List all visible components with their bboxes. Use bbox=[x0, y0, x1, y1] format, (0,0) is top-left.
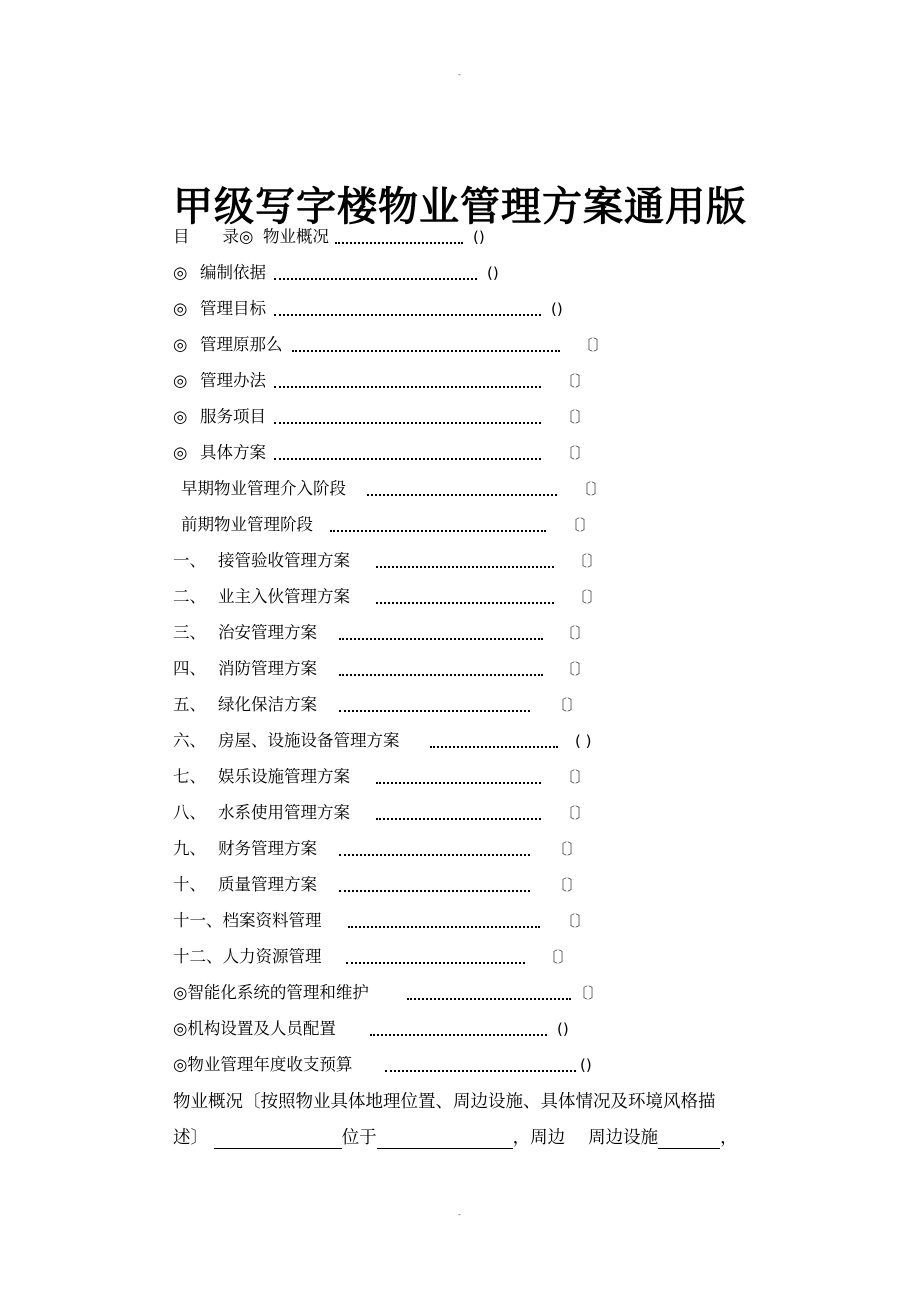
dot-leader bbox=[370, 1034, 547, 1036]
dot-leader bbox=[274, 278, 477, 280]
toc-entry-label: ◎智能化系统的管理和维护 bbox=[173, 983, 369, 1002]
toc-entry-label: 质量管理方案 bbox=[218, 875, 317, 894]
toc-entry-number: ◎ bbox=[173, 371, 188, 390]
toc-entry[interactable] bbox=[0, 874, 920, 896]
toc-entry-number: ◎ bbox=[173, 335, 188, 354]
dot-leader bbox=[348, 926, 540, 928]
toc-entry[interactable] bbox=[0, 298, 920, 320]
toc-entry-page: () bbox=[551, 300, 563, 318]
overview-text: 述〕 bbox=[173, 1128, 208, 1148]
toc-entry[interactable] bbox=[0, 514, 920, 536]
toc-entry-number: 五、 bbox=[173, 695, 206, 714]
toc-entry-number: 三、 bbox=[173, 623, 206, 642]
toc-entry[interactable] bbox=[0, 334, 920, 356]
toc-entry[interactable] bbox=[0, 730, 920, 752]
toc-entry[interactable] bbox=[0, 586, 920, 608]
dot-leader bbox=[376, 566, 554, 568]
toc-entry-label: 早期物业管理介入阶段 bbox=[181, 479, 346, 498]
toc-entry-number: 七、 bbox=[173, 767, 206, 786]
toc-entry-label: ◎物业管理年度收支预算 bbox=[173, 1055, 353, 1074]
dot-leader bbox=[339, 638, 543, 640]
toc-entry-page: 〔〕 bbox=[560, 660, 591, 678]
toc-entry-page: 〔〕 bbox=[560, 372, 591, 390]
toc-entry-page: 〔〕 bbox=[576, 480, 607, 498]
toc-entry-number: 九、 bbox=[173, 839, 206, 858]
toc-entry-label: 管理原那么 bbox=[200, 335, 283, 354]
toc-entry-label: 十二、人力资源管理 bbox=[173, 947, 322, 966]
toc-entry[interactable] bbox=[0, 838, 920, 860]
toc-entry-page: 〔〕 bbox=[578, 336, 609, 354]
dot-leader bbox=[274, 458, 541, 460]
toc-entry-label: 业主入伙管理方案 bbox=[218, 587, 350, 606]
toc-entry-number: 十、 bbox=[173, 875, 206, 894]
toc-entry-page: 〔〕 bbox=[552, 876, 583, 894]
blank-field-name[interactable] bbox=[214, 1130, 342, 1149]
dot-leader bbox=[339, 710, 530, 712]
toc-entry-page: 〔〕 bbox=[560, 912, 591, 930]
toc-entry-number: 目 录◎ bbox=[173, 227, 254, 246]
toc-entry-page: 〔〕 bbox=[552, 840, 583, 858]
toc-entry-label: 水系使用管理方案 bbox=[218, 803, 350, 822]
toc-entry-label: 管理办法 bbox=[200, 371, 266, 390]
dot-leader bbox=[407, 998, 571, 1000]
toc-entry[interactable] bbox=[0, 658, 920, 680]
toc-entry[interactable] bbox=[0, 550, 920, 572]
dot-leader bbox=[367, 494, 557, 496]
document-title: 甲级写字楼物业管理方案通用版 bbox=[173, 182, 747, 230]
overview-text: ，周边 周边设施 bbox=[512, 1128, 659, 1148]
toc-entry[interactable] bbox=[0, 1054, 920, 1076]
toc-entry-label: 管理目标 bbox=[200, 299, 266, 318]
toc-entry-label: 房屋、设施设备管理方案 bbox=[218, 731, 400, 750]
toc-entry-label: 接管验收管理方案 bbox=[218, 551, 350, 570]
toc-entry[interactable] bbox=[0, 694, 920, 716]
dot-leader bbox=[335, 242, 463, 244]
toc-entry-label: 娱乐设施管理方案 bbox=[218, 767, 350, 786]
toc-entry[interactable] bbox=[0, 982, 920, 1004]
dot-leader bbox=[376, 818, 541, 820]
toc-entry-page: 〔〕 bbox=[560, 408, 591, 426]
toc-entry[interactable] bbox=[0, 406, 920, 428]
dot-leader bbox=[339, 854, 530, 856]
toc-entry-page: 〔〕 bbox=[552, 696, 583, 714]
toc-entry-label: 前期物业管理阶段 bbox=[181, 515, 313, 534]
dot-leader bbox=[339, 890, 530, 892]
toc-entry-page: () bbox=[473, 228, 485, 246]
overview-paragraph-line2 bbox=[173, 1127, 738, 1149]
overview-text: ， bbox=[720, 1128, 738, 1148]
toc-entry[interactable] bbox=[0, 262, 920, 284]
toc-entry-number: 八、 bbox=[173, 803, 206, 822]
dot-leader bbox=[376, 782, 541, 784]
toc-entry[interactable] bbox=[0, 946, 920, 968]
toc-entry[interactable] bbox=[0, 1018, 920, 1040]
toc-entry-number: 一、 bbox=[173, 551, 206, 570]
toc-entry-label: 绿化保洁方案 bbox=[218, 695, 317, 714]
dot-leader bbox=[274, 314, 541, 316]
toc-entry[interactable] bbox=[0, 226, 920, 248]
toc-entry-page: () bbox=[580, 1056, 592, 1074]
blank-field-location[interactable] bbox=[377, 1130, 513, 1149]
toc-entry[interactable] bbox=[0, 622, 920, 644]
toc-entry-number: ◎ bbox=[173, 443, 188, 462]
toc-entry-page: ( ) bbox=[575, 732, 592, 750]
toc-entry-number: 六、 bbox=[173, 731, 206, 750]
toc-entry-label: 服务项目 bbox=[200, 407, 266, 426]
toc-entry[interactable] bbox=[0, 910, 920, 932]
overview-paragraph-line1: 物业概况〔按照物业具体地理位置、周边设施、具体情况及环境风格描 bbox=[173, 1092, 716, 1112]
dot-leader bbox=[292, 350, 560, 352]
dot-leader bbox=[385, 1070, 576, 1072]
toc-entry[interactable] bbox=[0, 442, 920, 464]
toc-entry-page: 〔〕 bbox=[560, 444, 591, 462]
toc-entry-page: 〔〕 bbox=[543, 948, 574, 966]
toc-entry[interactable] bbox=[0, 802, 920, 824]
toc-entry[interactable] bbox=[0, 478, 920, 500]
toc-entry-label: ◎机构设置及人员配置 bbox=[173, 1019, 336, 1038]
toc-entry-label: 十一、档案资料管理 bbox=[173, 911, 322, 930]
toc-entry-page: 〔〕 bbox=[560, 624, 591, 642]
toc-entry-label: 具体方案 bbox=[200, 443, 266, 462]
toc-entry-page: 〔〕 bbox=[572, 552, 603, 570]
toc-entry[interactable] bbox=[0, 370, 920, 392]
blank-field-facilities[interactable] bbox=[658, 1130, 720, 1149]
toc-entry-page: 〔〕 bbox=[560, 768, 591, 786]
toc-entry-page: 〔〕 bbox=[565, 516, 596, 534]
toc-entry-label: 消防管理方案 bbox=[218, 659, 317, 678]
toc-entry-page: () bbox=[557, 1020, 569, 1038]
dot-leader bbox=[274, 422, 541, 424]
toc-entry-label: 财务管理方案 bbox=[218, 839, 317, 858]
page-header-mark: - bbox=[458, 70, 461, 79]
toc-entry-number: 二、 bbox=[173, 587, 206, 606]
toc-entry-number: ◎ bbox=[173, 299, 188, 318]
page-footer-mark: - bbox=[458, 1210, 461, 1219]
toc-entry-page: 〔〕 bbox=[572, 588, 603, 606]
toc-entry-page: () bbox=[487, 264, 499, 282]
toc-entry[interactable] bbox=[0, 766, 920, 788]
overview-text: 位于 bbox=[341, 1128, 377, 1148]
toc-entry-number: ◎ bbox=[173, 263, 188, 282]
toc-entry-page: 〔〕 bbox=[573, 984, 604, 1002]
toc-entry-label: 治安管理方案 bbox=[218, 623, 317, 642]
toc-entry-page: 〔〕 bbox=[560, 804, 591, 822]
toc-entry-number: 四、 bbox=[173, 659, 206, 678]
toc-entry-label: 编制依据 bbox=[200, 263, 266, 282]
dot-leader bbox=[274, 386, 541, 388]
toc-entry-label: 物业概况 bbox=[263, 227, 329, 246]
toc-entry-number: ◎ bbox=[173, 407, 188, 426]
dot-leader bbox=[430, 746, 558, 748]
dot-leader bbox=[330, 530, 546, 532]
dot-leader bbox=[339, 674, 543, 676]
dot-leader bbox=[346, 962, 525, 964]
dot-leader bbox=[376, 602, 554, 604]
